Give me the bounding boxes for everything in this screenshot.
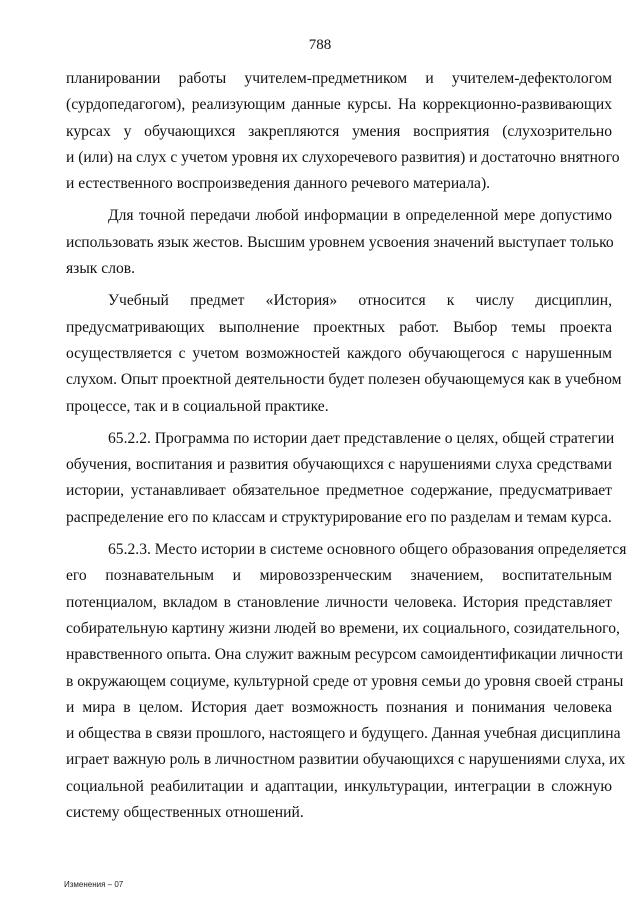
text-line: язык слов.: [66, 260, 136, 278]
text-line: курсах у обучающихся закрепляются умения восприятия (слухозрительно: [66, 122, 612, 140]
text-line: распределение его по классам и структурирование его по разделам и темам курса.: [66, 508, 612, 526]
text-line: истории, устанавливает обязательное предметное содержание, предусматривает: [66, 482, 612, 500]
paragraph-5: [66, 537, 627, 826]
footer-revision-note: Изменения – 07: [64, 880, 124, 889]
text-line: его познавательным и мировоззренческим значением, воспитательным: [66, 567, 612, 585]
text-line: систему общественных отношений.: [66, 804, 304, 822]
text-line: Для точной передачи любой информации в определенной мере допустимо: [108, 207, 612, 225]
text-line: 65.2.2. Программа по истории дает представление о целях, общей стратегии: [108, 429, 615, 447]
text-line: социальной реабилитации и адаптации, инкультурации, интеграции в сложную: [66, 777, 612, 795]
text-line: и общества в связи прошлого, настоящего и будущего. Данная учебная дисциплина: [66, 725, 621, 743]
text-line: и мира в целом. История дает возможность познания и понимания человека: [66, 698, 612, 716]
text-line: и естественного воспроизведения данного речевого материала).: [66, 175, 491, 193]
paragraph-1: [66, 66, 620, 197]
text-line: и (или) на слух с учетом уровня их слухоречевого развития) и достаточно внятного: [66, 148, 620, 166]
text-line: нравственного опыта. Она служит важным ресурсом самоидентификации личности: [66, 646, 624, 664]
text-line: Учебный предмет «История» относится к числу дисциплин,: [108, 292, 612, 310]
text-line: играет важную роль в личностном развитии обучающихся с нарушениями слуха, их: [66, 751, 626, 769]
paragraph-2: [66, 203, 612, 282]
text-line: собирательную картину жизни людей во времени, их социального, созидательного,: [66, 619, 620, 637]
text-line: планировании работы учителем-предметником и учителем-дефектологом: [66, 70, 612, 87]
text-line: процессе, так и в социальной практике.: [66, 397, 329, 415]
text-line: обучения, воспитания и развития обучающихся с нарушениями слуха средствами: [66, 456, 612, 474]
text-line: осуществляется с учетом возможностей каждого обучающегося с нарушенным: [66, 344, 612, 362]
page-number: 788: [308, 37, 332, 53]
text-line: слухом. Опыт проектной деятельности будет полезен обучающемуся как в учебном: [66, 371, 622, 389]
text-line: предусматривающих выполнение проектных работ. Выбор темы проекта: [66, 318, 612, 336]
text-line: 65.2.3. Место истории в системе основного общего образования определяется: [108, 541, 627, 559]
text-line: использовать язык жестов. Высшим уровнем усвоения значений выступает только: [66, 233, 614, 251]
body-text: [66, 66, 627, 826]
text-line: потенциалом, вкладом в становление личности человека. История представляет: [66, 593, 612, 611]
text-line: (сурдопедагогом), реализующим данные курсы. На коррекционно-развивающих: [66, 96, 612, 114]
paragraph-4: [66, 426, 615, 531]
paragraph-3: [66, 288, 622, 419]
text-line: в окружающем социуме, культурной среде от уровня семьи до уровня своей страны: [66, 672, 624, 690]
